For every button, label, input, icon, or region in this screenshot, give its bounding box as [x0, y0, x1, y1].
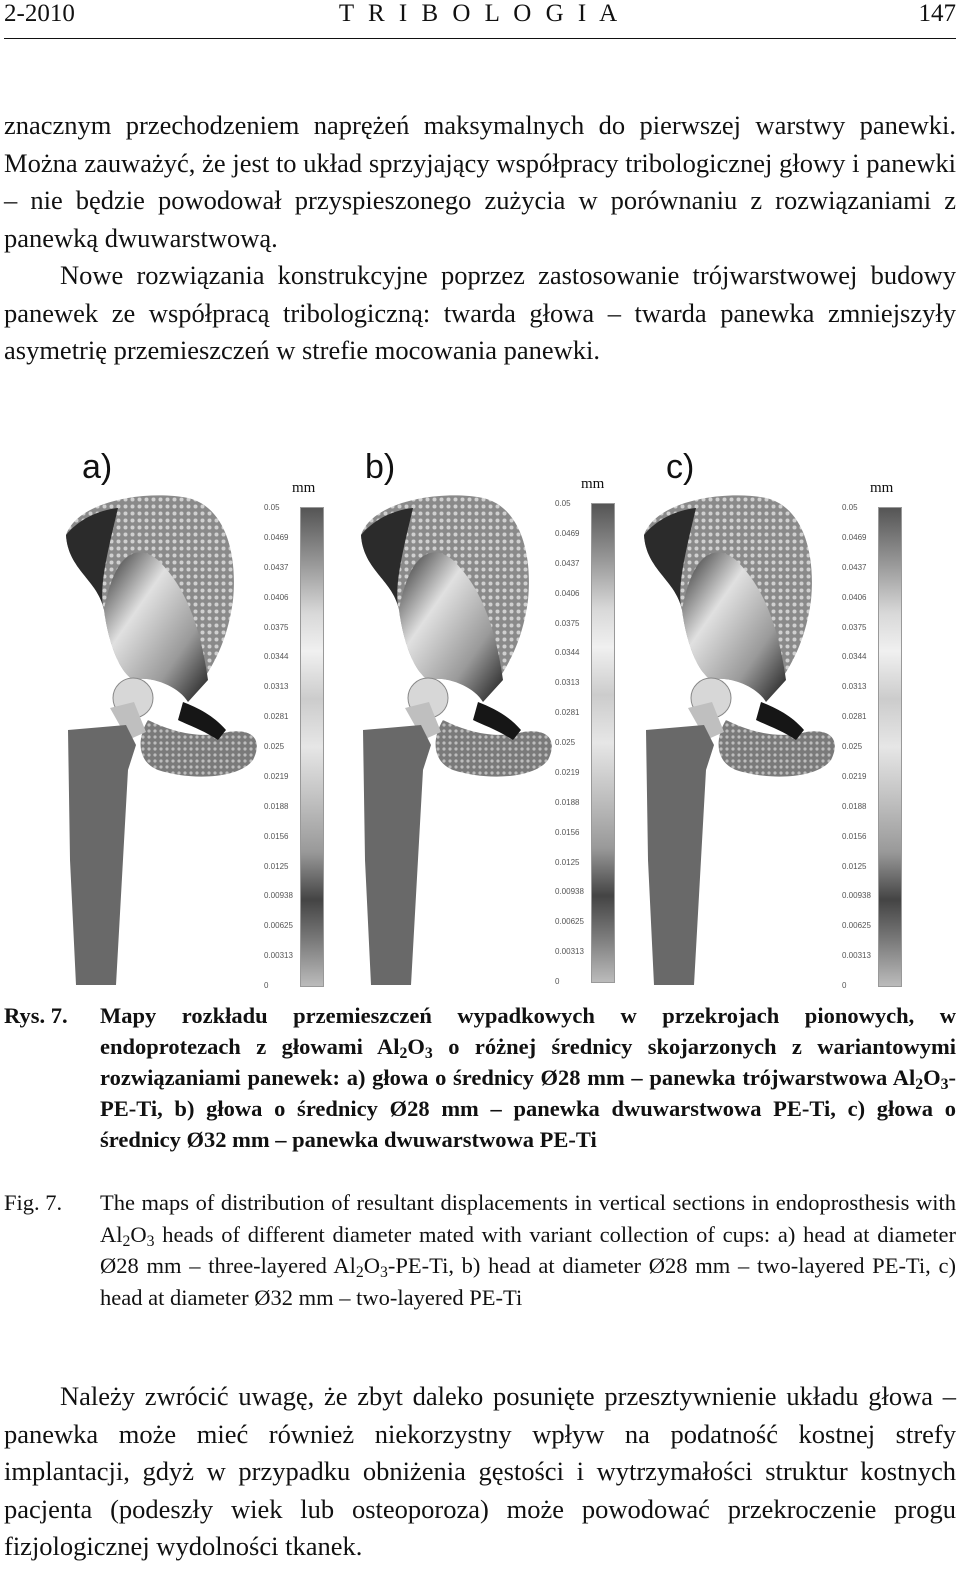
running-header — [4, 0, 956, 40]
scale-tick-a: 0.0281 — [264, 712, 289, 722]
scale-tick-b: 0.0219 — [555, 767, 580, 777]
caption-pl-sub-3a: 3 — [424, 1044, 433, 1062]
scale-tick-a: 0.00625 — [264, 921, 293, 931]
scale-tick-c: 0.025 — [842, 742, 863, 751]
scale-bar-a — [300, 507, 324, 987]
scale-tick-c: 0.0469 — [842, 532, 867, 542]
scale-tick-b: 0.0188 — [555, 797, 580, 807]
scale-tick-a: 0.0219 — [264, 771, 289, 781]
journal-name: T R I B O L O G I A — [338, 0, 622, 27]
scale-tick-a: 0 — [264, 981, 269, 990]
hip-model-c-image — [616, 440, 846, 985]
scale-tick-c: 0.05 — [842, 503, 858, 512]
scale-tick-c: 0 — [842, 981, 847, 990]
scale-tick-b: 0.00938 — [555, 887, 584, 897]
caption-pl-sub-2b: 2 — [915, 1075, 924, 1093]
figure-panel-c — [616, 440, 916, 990]
scale-tick-b: 0.0469 — [555, 528, 580, 538]
caption-en-text — [100, 1187, 956, 1313]
scale-tick-c: 0.0375 — [842, 622, 867, 632]
scale-tick-b: 0.0344 — [555, 648, 580, 658]
panel-label-b: b) — [365, 448, 396, 486]
scale-tick-c: 0.0219 — [842, 771, 867, 781]
paragraph-1-text-b: Nowe rozwiązania konstrukcyjne poprzez zastosowanie trójwarstwowej budowy panewek ze współpracą tribologiczną: twarda głowa – twarda panewka zmniejszyły asymetrię przemieszczeń w strefie mocowania panewki. — [4, 260, 956, 365]
page-number: 147 — [918, 0, 956, 27]
caption-pl-part-4: O — [923, 1065, 941, 1090]
scale-tick-b: 0.05 — [555, 499, 571, 508]
paragraph-1-text-a: znacznym przechodzeniem naprężeń maksymalnych do pierwszej warstwy panewki. Można zauważyć, że jest to układ sprzyjający współpracy tribologicznej głowy i panewki – nie będzie powodował przyspieszonego zużycia w porównaniu z rozwiązaniami z panewką dwuwarstwową. — [4, 110, 956, 253]
scale-tick-b: 0.0406 — [555, 588, 580, 598]
body-paragraph-2 — [4, 1378, 956, 1566]
scale-tick-a: 0.025 — [264, 742, 285, 751]
caption-en-part-2: O — [130, 1221, 147, 1247]
scale-tick-b: 0.0313 — [555, 678, 580, 688]
caption-en-sub-3a: 3 — [146, 1232, 155, 1250]
scale-tick-b: 0.0125 — [555, 857, 580, 867]
scale-tick-c: 0.0188 — [842, 801, 867, 811]
scale-tick-c: 0.0125 — [842, 861, 867, 871]
caption-en-label: Fig. 7. — [4, 1190, 63, 1215]
scale-tick-a: 0.0125 — [264, 861, 289, 871]
paragraph-2-text: Należy zwrócić uwagę, że zbyt daleko posunięte przesztywnienie układu głowa – panewka może mieć również niekorzystny wpływ na podatność kostnej strefy implantacji, gdyż w przypadku obniżenia gęstości i wytrzymałości struktur kostnych pacjenta (podeszły wiek lub osteoporoza) może powodować przekroczenie progu fizjologicznej wydolności tkanek. — [4, 1381, 956, 1561]
caption-pl-sub-2a: 2 — [399, 1044, 408, 1062]
scale-tick-a: 0.05 — [264, 503, 280, 512]
scale-unit-b: mm — [581, 476, 605, 492]
caption-en-sub-2b: 2 — [355, 1263, 364, 1281]
caption-en-part-1: The maps of distribution of resultant displacements in vertical sections in endoprosthesis with Al — [100, 1190, 956, 1247]
caption-pl-label: Rys. 7. — [4, 1003, 68, 1028]
caption-en-part-4: O — [363, 1253, 380, 1278]
body-paragraph-1 — [4, 107, 956, 370]
scale-tick-c: 0.0281 — [842, 712, 867, 722]
figure-7 — [38, 440, 918, 990]
scale-tick-a: 0.0469 — [264, 532, 289, 542]
scale-tick-b: 0.0375 — [555, 618, 580, 628]
caption-pl-part-2: O — [407, 1034, 425, 1059]
scale-bar-c — [878, 507, 902, 987]
scale-tick-c: 0.0437 — [842, 562, 867, 572]
caption-en-sub-2a: 2 — [122, 1232, 131, 1250]
panel-label-a: a) — [82, 448, 113, 486]
scale-tick-b: 0.0281 — [555, 708, 580, 718]
scale-tick-c: 0.00938 — [842, 891, 871, 901]
figure-panel-b — [333, 440, 633, 985]
scale-tick-b: 0.0437 — [555, 558, 580, 568]
caption-pl-text — [100, 1000, 956, 1155]
scale-tick-b: 0.0156 — [555, 827, 580, 837]
scale-tick-c: 0.0156 — [842, 831, 867, 841]
hip-model-b-image — [333, 440, 563, 985]
scale-tick-a: 0.0156 — [264, 831, 289, 841]
scale-tick-a: 0.0437 — [264, 562, 289, 572]
scale-tick-a: 0.0344 — [264, 652, 289, 662]
scale-tick-b: 0.00625 — [555, 917, 584, 927]
caption-pl-part-1: Mapy rozkładu przemieszczeń wypadkowych w przekrojach pionowych, w endoprotezach z głowami Al — [100, 1003, 956, 1059]
scale-tick-c: 0.00313 — [842, 951, 871, 961]
caption-pl-sub-3b: 3 — [940, 1075, 949, 1093]
scale-tick-a: 0.0313 — [264, 682, 289, 692]
scale-tick-a: 0.0375 — [264, 622, 289, 632]
caption-en-part-3: heads of different diameter mated with variant collection of cups: a) head at diameter Ø28 mm – three-layered Al — [100, 1221, 956, 1278]
issue-number: 2-2010 — [4, 0, 75, 27]
scale-tick-a: 0.0188 — [264, 801, 289, 811]
scale-unit-c: mm — [870, 480, 894, 496]
caption-pl-part-3: o różnej średnicy skojarzonych z wariantowymi rozwiązaniami panewek: a) głowa o średnicy Ø28 mm – panewka trójwarstwowa Al — [100, 1034, 956, 1090]
scale-tick-c: 0.0313 — [842, 682, 867, 692]
header-rule — [4, 38, 956, 39]
panel-label-c: c) — [666, 448, 695, 486]
scale-tick-c: 0.0406 — [842, 592, 867, 602]
scale-tick-b: 0.025 — [555, 738, 576, 747]
caption-en-sub-3b: 3 — [380, 1263, 388, 1281]
scale-tick-c: 0.00625 — [842, 921, 871, 931]
scale-tick-a: 0.0406 — [264, 592, 289, 602]
scale-tick-c: 0.0344 — [842, 652, 867, 662]
scale-tick-b: 0 — [555, 977, 560, 986]
scale-tick-a: 0.00938 — [264, 891, 293, 901]
scale-bar-b — [591, 503, 615, 983]
caption-en-part-5: -PE-Ti, b) head at diameter Ø28 mm – two-layered PE-Ti, c) head at diameter Ø32 mm – two-layered PE-Ti — [100, 1253, 956, 1310]
caption-pl-part-5: -PE-Ti, b) głowa o średnicy Ø28 mm – panewka dwuwarstwowa PE-Ti, c) głowa o średnicy Ø32 mm – panewka dwuwarstwowa PE-Ti — [100, 1065, 956, 1152]
scale-tick-a: 0.00313 — [264, 951, 293, 961]
figure-panel-a — [38, 440, 338, 990]
scale-unit-a: mm — [292, 480, 316, 496]
scale-tick-b: 0.00313 — [555, 947, 584, 957]
hip-model-a-image — [38, 440, 268, 985]
